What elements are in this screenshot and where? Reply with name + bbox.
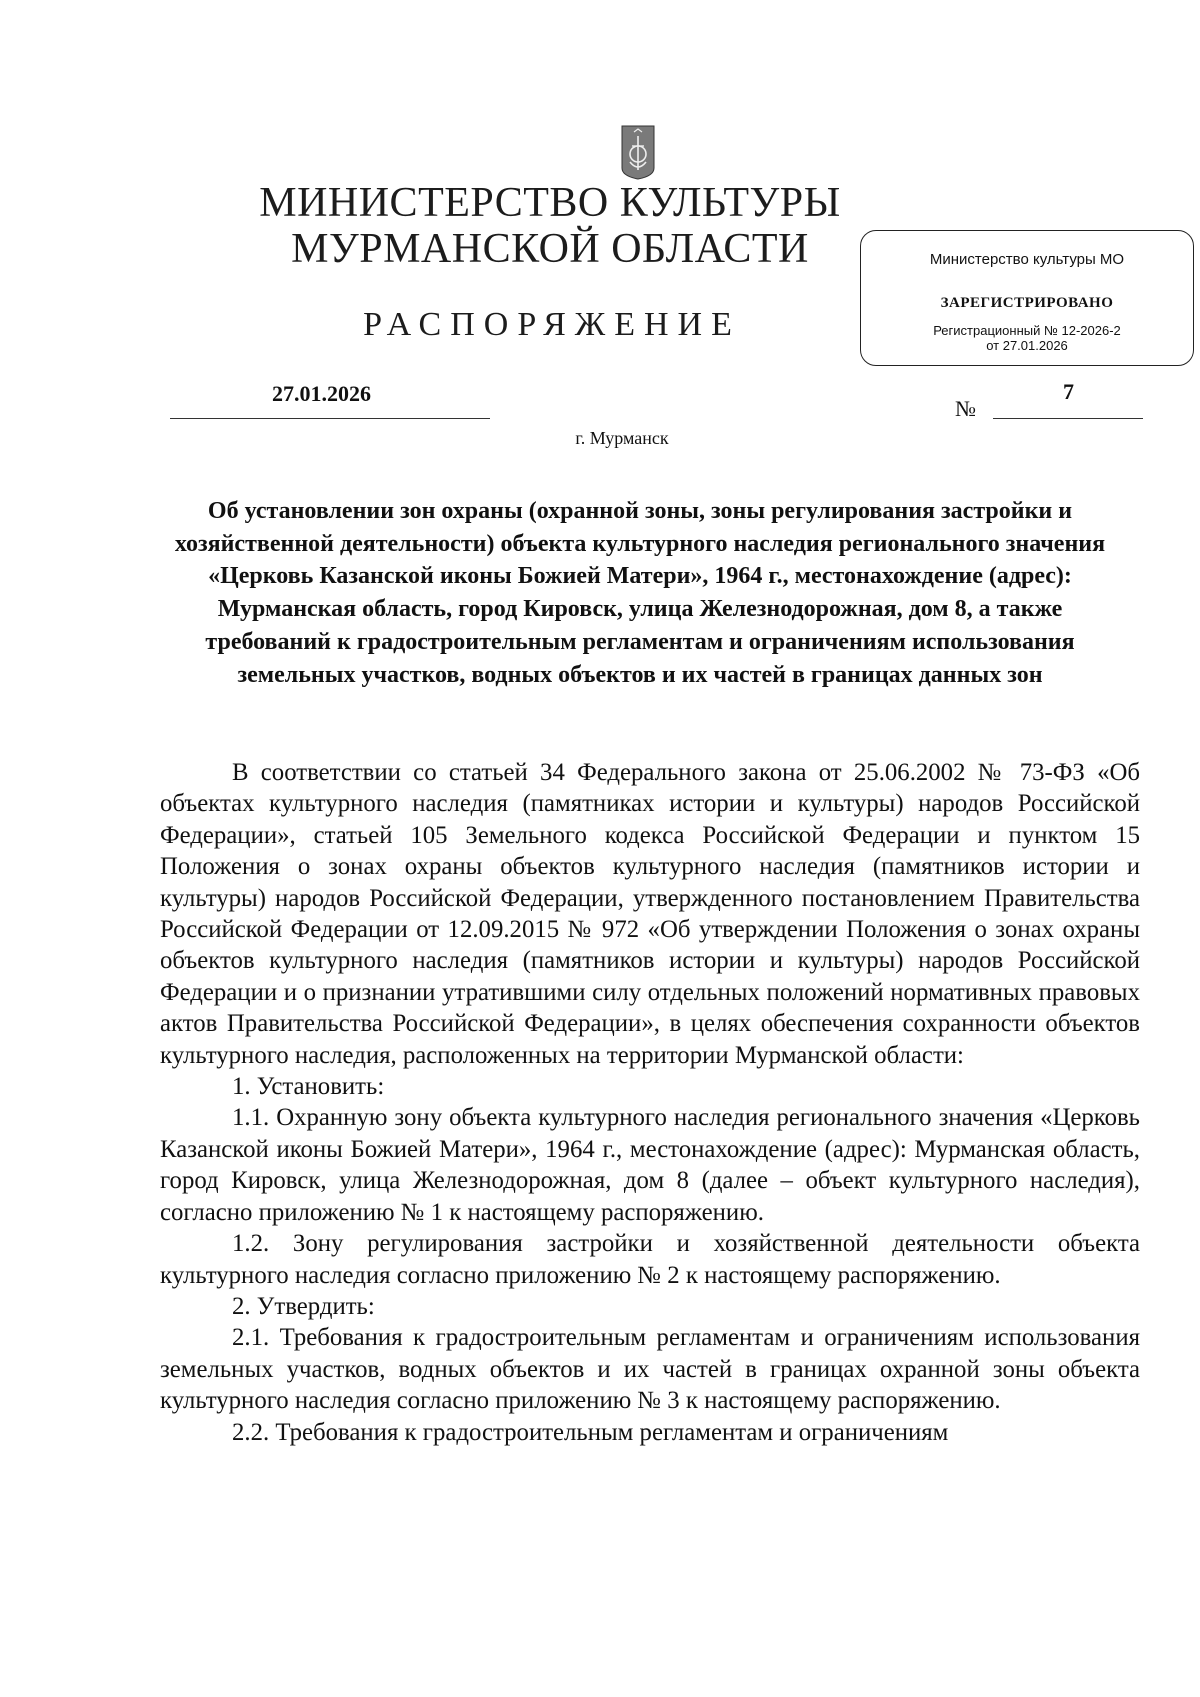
item-2-1: 2.1. Требования к градостроительным регламентам и ограничениям использования земельных участков, водных объектов и их частей в границах охранной зоны объекта культурного наследия согласно приложению № 3 к настоящему распоряжению. <box>160 1324 1140 1415</box>
ministry-line-2: МУРМАНСКОЙ ОБЛАСТИ <box>291 226 809 272</box>
stamp-registration-number: Регистрационный № 12-2026-2 <box>933 323 1121 338</box>
document-body <box>160 757 1140 1448</box>
stamp-organization: Министерство культуры МО <box>929 251 1125 268</box>
preamble-paragraph: В соответствии со статьей 34 Федерального закона от 25.06.2002 № 73-ФЗ «Об объектах культурного наследия (памятниках истории и культуры) народов Российской Федерации», статьей 105 Земельного кодекса Российской Федерации и пунктом 15 Положения о зонах охраны объектов культурного наследия (памятников истории и культуры) народов Российской Федерации, утвержденного постановлением Правительства Российской Федерации от 12.09.2015 № 972 «Об утверждении Положения о зонах охраны объектов культурного наследия (памятников истории и культуры) народов Российской Федерации и о признании утратившими силу отдельных положений нормативных правовых актов Правительства Российской Федерации», в целях обеспечения сохранности объектов культурного наследия, расположенных на территории Мурманской области: <box>160 759 1140 1069</box>
number-sign: № <box>955 396 976 421</box>
stamp-registration-date: от 27.01.2026 <box>986 338 1068 353</box>
date-underline <box>170 418 490 419</box>
item-2: 2. Утвердить: <box>232 1292 375 1320</box>
number-underline <box>993 418 1143 419</box>
stamp-registration <box>861 323 1193 353</box>
item-1-1: 1.1. Охранную зону объекта культурного наследия регионального значения «Церковь Казанской иконы Божией Матери», 1964 г., местонахождение (адрес): Мурманская область, город Кировск, улица Железнодорожная, дом 8 (далее – объект культурного наследия), согласно приложению № 1 к настоящему распоряжению. <box>160 1104 1140 1226</box>
document-date: 27.01.2026 <box>272 381 371 406</box>
document-number: 7 <box>1063 379 1074 404</box>
city <box>0 428 1200 449</box>
item-1-2: 1.2. Зону регулирования застройки и хозяйственной деятельности объекта культурного наследия согласно приложению № 2 к настоящему распоряжению. <box>160 1230 1140 1289</box>
item-2-2: 2.2. Требования к градостроительным регламентам и ограничениям <box>232 1418 949 1446</box>
item-1: 1. Установить: <box>232 1073 385 1101</box>
stamp-status: ЗАРЕГИСТРИРОВАНО <box>940 295 1114 311</box>
registration-stamp <box>860 230 1194 366</box>
document-type-label: РАСПОРЯЖЕНИЕ <box>363 306 741 343</box>
coat-of-arms-icon <box>620 124 656 180</box>
city-label: г. Мурманск <box>575 428 669 448</box>
document-title: Об установлении зон охраны (охранной зоны, зоны регулирования застройки и хозяйственной деятельности) объекта культурного наследия регионального значения «Церковь Казанской иконы Божией Матери», 1964 г., местонахождение (адрес): Мурманская область, город Кировск, улица Железнодорожная, дом 8, а также требований к градостроительным регламентам и ограничениям использования земельных участков, водных объектов и их частей в границах данных зон <box>174 498 1106 688</box>
ministry-line-1: МИНИСТЕРСТВО КУЛЬТУРЫ <box>259 180 841 226</box>
